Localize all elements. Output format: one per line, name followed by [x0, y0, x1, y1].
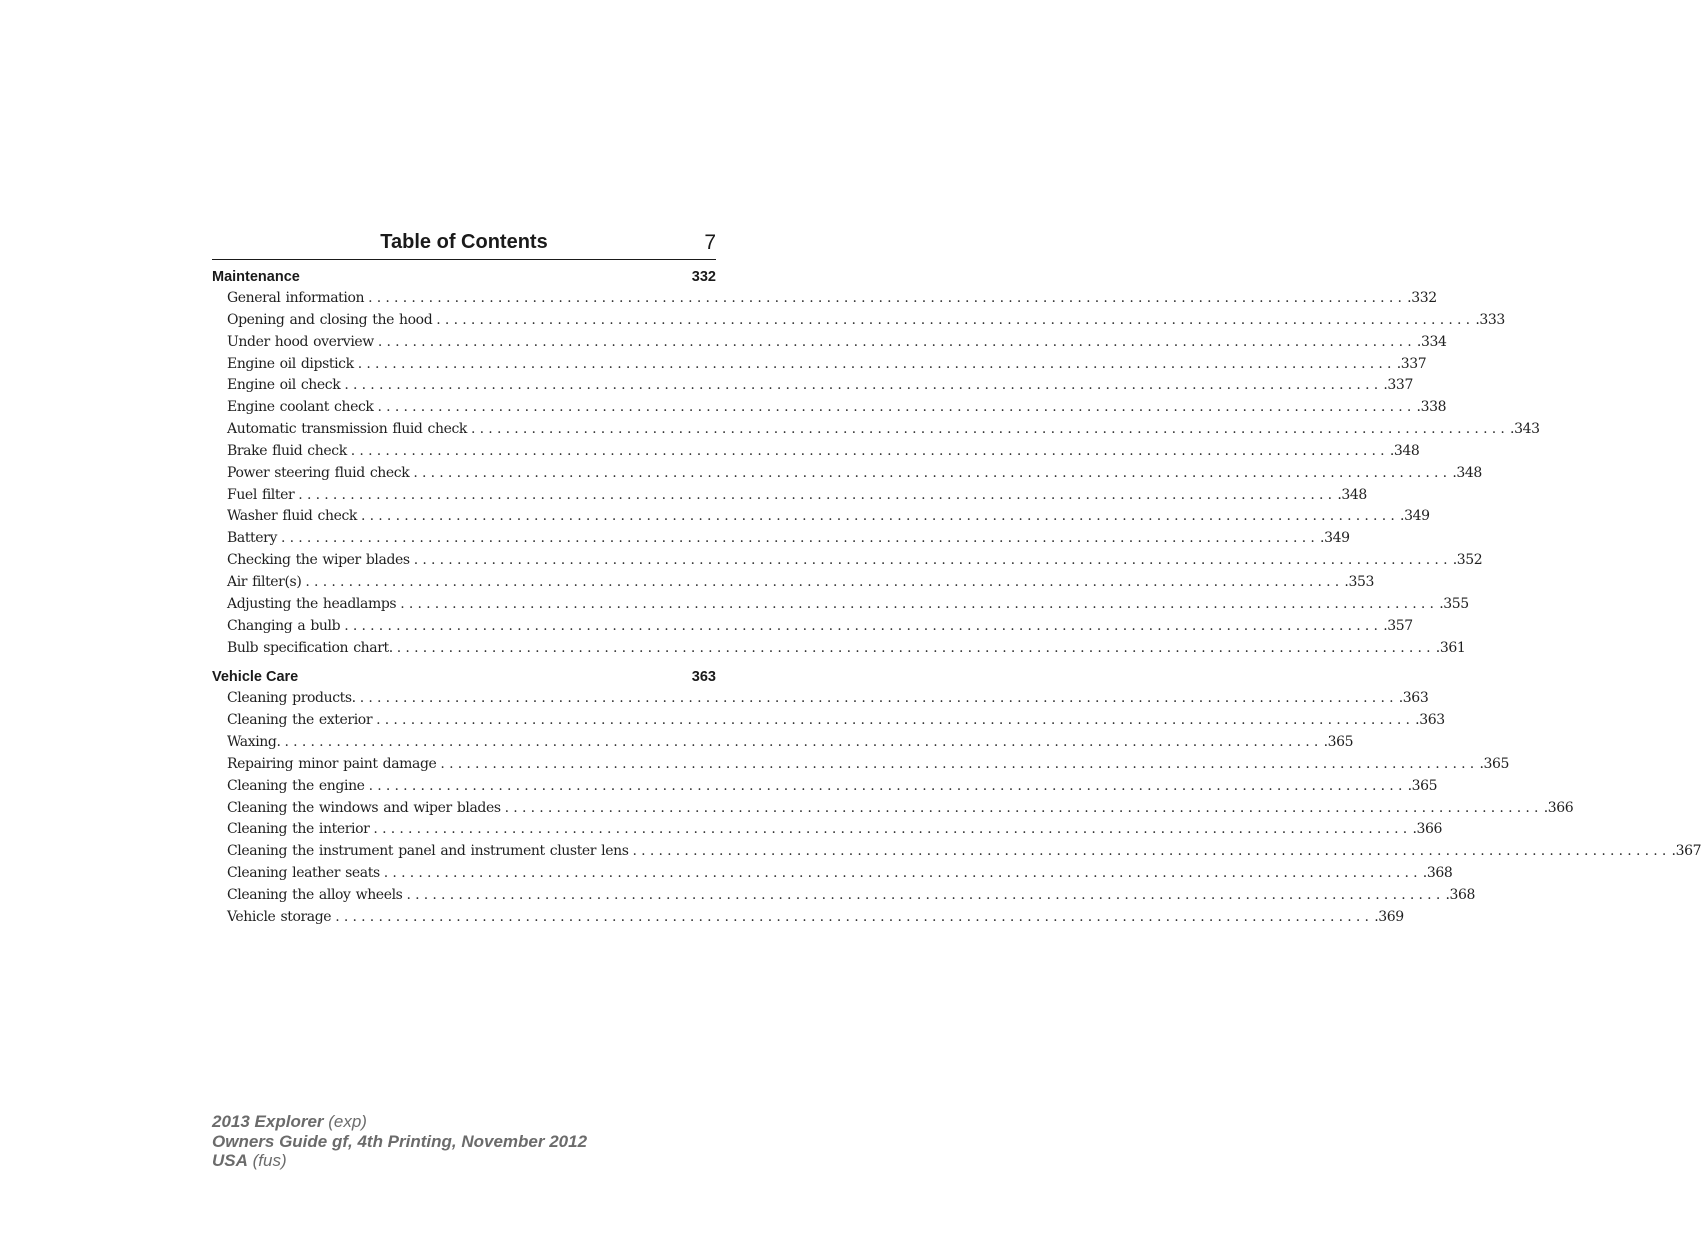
section-page: 332 [691, 269, 716, 285]
toc-entry[interactable] [227, 754, 1510, 776]
section-title: Vehicle Care [212, 669, 299, 686]
footer-model-code: (exp) [323, 1112, 367, 1131]
dot-leader: ........................................................................................................................ [396, 639, 1435, 656]
dot-leader: ........................................................................................................................ [376, 712, 1415, 729]
toc-entry[interactable] [227, 572, 1374, 594]
toc-entry-label: Washer fluid check [227, 508, 357, 525]
toc-section-vehicle-care [212, 666, 1701, 928]
section-heading[interactable] [212, 666, 716, 688]
toc-entry-label: Changing a bulb [227, 617, 341, 634]
section-heading[interactable] [212, 266, 716, 288]
toc-entry-page: .363 [1398, 690, 1429, 707]
toc-entry-page: .357 [1383, 617, 1413, 634]
toc-entry-label: Cleaning the exterior [227, 712, 373, 729]
toc-entry-page: .365 [1323, 734, 1354, 751]
dot-leader: ........................................................................................................................ [632, 843, 1671, 860]
toc-entry-label: Waxing. [227, 734, 281, 751]
toc-entry-page: .337 [1383, 377, 1413, 394]
toc-entry-page: .348 [1337, 486, 1367, 503]
toc-entry[interactable] [227, 419, 1540, 441]
section-page: 363 [691, 669, 716, 686]
page-title: Table of Contents [380, 231, 548, 253]
toc-entry-page: .366 [1412, 821, 1443, 838]
toc-entry-page: .369 [1374, 908, 1404, 925]
section-entries [212, 688, 1701, 928]
toc-entry[interactable] [227, 776, 1438, 798]
toc-entry[interactable] [227, 288, 1437, 310]
toc-entry-page: .333 [1475, 311, 1505, 328]
dot-leader: ........................................................................................................................ [357, 355, 1396, 372]
toc-entry-page: .361 [1435, 639, 1466, 656]
dot-leader: ........................................................................................................................ [344, 377, 1383, 394]
dot-leader: ........................................................................................................................ [383, 865, 1422, 882]
dot-leader: ........................................................................................................................ [350, 442, 1389, 459]
toc-entry[interactable] [227, 710, 1445, 732]
page-number: 7 [704, 231, 716, 254]
toc-entry[interactable] [227, 354, 1427, 376]
toc-entry-page: .368 [1422, 865, 1453, 882]
toc-entry[interactable] [227, 550, 1483, 572]
toc-entry[interactable] [227, 863, 1453, 885]
toc-entry-page: .338 [1416, 399, 1447, 416]
dot-leader: ........................................................................................................................ [413, 464, 1452, 481]
table-of-contents [212, 266, 1701, 936]
toc-entry[interactable] [227, 594, 1469, 616]
toc-entry-page: .348 [1389, 442, 1420, 459]
dot-leader: ........................................................................................................................ [359, 690, 1398, 707]
dot-leader: ........................................................................................................................ [440, 755, 1479, 772]
footer-market: USA [212, 1151, 248, 1170]
toc-entry[interactable] [227, 332, 1447, 354]
toc-entry-page: .352 [1452, 552, 1483, 569]
toc-entry[interactable] [227, 485, 1367, 507]
toc-entry-label: Vehicle storage [227, 908, 332, 925]
footer-market-line [212, 1151, 587, 1171]
toc-entry[interactable] [227, 397, 1447, 419]
toc-entry-page: .365 [1407, 777, 1438, 794]
toc-entry-label: Under hood overview [227, 333, 374, 350]
toc-entry-page: .355 [1439, 595, 1469, 612]
dot-leader: ........................................................................................................................ [305, 573, 1344, 590]
toc-entry[interactable] [227, 375, 1413, 397]
dot-leader: ........................................................................................................................ [280, 530, 1320, 547]
toc-entry-label: Brake fluid check [227, 442, 347, 459]
toc-entry-page: .363 [1415, 712, 1445, 729]
toc-entry-page: .334 [1416, 333, 1447, 350]
toc-entry-page: .332 [1407, 290, 1437, 306]
section-entries [212, 288, 1540, 659]
toc-entry-label: Power steering fluid check [227, 464, 410, 481]
toc-entry-page: .367 [1671, 843, 1701, 860]
toc-entry-page: .349 [1400, 508, 1430, 525]
toc-entry[interactable] [227, 463, 1482, 485]
toc-entry-label: Cleaning leather seats [227, 865, 380, 882]
toc-entry-label: Cleaning the windows and wiper blades [227, 799, 501, 816]
dot-leader: ........................................................................................................................ [377, 399, 1416, 416]
toc-entry[interactable] [227, 885, 1476, 907]
dot-leader: ........................................................................................................................ [368, 290, 1407, 306]
toc-section-maintenance [212, 266, 1540, 659]
toc-entry-label: General information [227, 290, 365, 306]
dot-leader: ........................................................................................................................ [368, 777, 1407, 794]
toc-entry-label: Engine oil check [227, 377, 341, 394]
toc-entry-label: Automatic transmission fluid check [227, 421, 467, 438]
dot-leader: ........................................................................................................................ [298, 486, 1337, 503]
toc-entry-label: Cleaning the instrument panel and instrument cluster lens [227, 843, 629, 860]
toc-entry-page: .349 [1320, 530, 1350, 547]
footer-market-code: (fus) [247, 1151, 287, 1170]
toc-entry-label: Battery [227, 530, 277, 547]
toc-entry-page: .353 [1344, 573, 1374, 590]
dot-leader: ........................................................................................................................ [344, 617, 1383, 634]
toc-entry-page: .337 [1396, 355, 1427, 372]
toc-entry-label: Engine oil dipstick [227, 355, 354, 372]
toc-entry-page: .366 [1543, 799, 1574, 816]
toc-entry-label: Opening and closing the hood [227, 311, 433, 328]
toc-entry[interactable] [227, 907, 1404, 929]
dot-leader: ........................................................................................................................ [413, 552, 1452, 569]
toc-entry-label: Cleaning the engine [227, 777, 365, 794]
toc-entry[interactable] [227, 798, 1574, 820]
toc-entry-label: Repairing minor paint damage [227, 755, 437, 772]
toc-entry-page: .343 [1510, 421, 1540, 438]
toc-entry-label: Air filter(s) [227, 573, 302, 590]
toc-entry[interactable] [227, 506, 1430, 528]
toc-entry[interactable] [227, 841, 1701, 863]
toc-entry[interactable] [227, 310, 1505, 332]
toc-entry-label: Engine coolant check [227, 399, 374, 416]
dot-leader: ........................................................................................................................ [284, 734, 1323, 751]
toc-entry-label: Checking the wiper blades [227, 552, 410, 569]
toc-entry-label: Cleaning the alloy wheels [227, 886, 403, 903]
dot-leader: ........................................................................................................................ [406, 886, 1445, 903]
toc-entry-label: Adjusting the headlamps [227, 595, 397, 612]
dot-leader: ........................................................................................................................ [335, 908, 1374, 925]
toc-entry[interactable] [227, 441, 1420, 463]
footer-model-line [212, 1112, 587, 1132]
dot-leader: ........................................................................................................................ [360, 508, 1400, 525]
toc-entry-page: .365 [1479, 755, 1510, 772]
toc-entry[interactable] [227, 638, 1466, 660]
dot-leader: ........................................................................................................................ [471, 421, 1510, 438]
section-title: Maintenance [212, 269, 300, 285]
dot-leader: ........................................................................................................................ [504, 799, 1543, 816]
dot-leader: ........................................................................................................................ [377, 333, 1416, 350]
toc-entry-label: Fuel filter [227, 486, 295, 503]
toc-entry[interactable] [227, 688, 1429, 710]
toc-entry-page: .368 [1445, 886, 1476, 903]
toc-entry[interactable] [227, 732, 1354, 754]
toc-entry[interactable] [227, 819, 1443, 841]
dot-leader: ........................................................................................................................ [400, 595, 1439, 612]
toc-entry-label: Bulb specification chart. [227, 639, 393, 656]
dot-leader: ........................................................................................................................ [436, 311, 1475, 328]
dot-leader: ........................................................................................................................ [373, 821, 1412, 838]
toc-entry-label: Cleaning the interior [227, 821, 370, 838]
page-header [212, 228, 716, 260]
toc-entry-label: Cleaning products. [227, 690, 356, 707]
document-footer [212, 1112, 587, 1171]
footer-model: 2013 Explorer [212, 1112, 324, 1131]
toc-entry[interactable] [227, 528, 1350, 550]
footer-printing: Owners Guide gf, 4th Printing, November 2012 [212, 1131, 588, 1151]
toc-entry[interactable] [227, 616, 1413, 638]
toc-entry-page: .348 [1452, 464, 1482, 481]
